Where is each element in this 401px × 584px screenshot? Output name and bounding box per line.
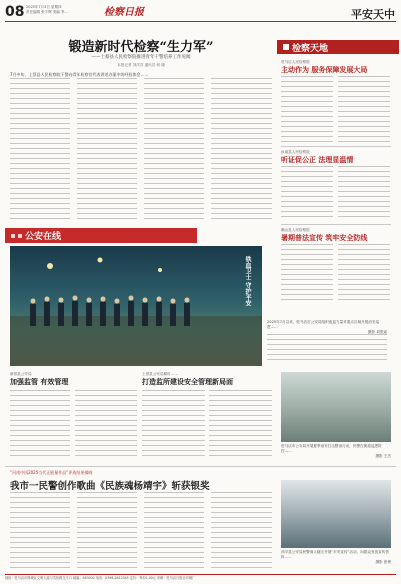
police-formation-illustration [10, 246, 262, 366]
kicker-bar [277, 40, 399, 54]
photo-vertical-title: 铁血卫士 守护平安 [244, 256, 251, 307]
right-article-1-col-a [281, 76, 333, 142]
right-article-1-col-b [338, 76, 390, 142]
bottom-left-column-1 [10, 390, 70, 456]
main-photo-caption-lines [267, 334, 387, 360]
right-article-3-org: 确山县人民检察院 [281, 228, 310, 232]
square-icon [18, 234, 22, 238]
lead-column-1 [10, 78, 70, 222]
right-article-2-org: 汝南县人民检察院 [281, 150, 310, 154]
right-article-3-col-b [338, 244, 390, 300]
lead-subhead: ——上蔡县人民检察院推进青年干警培养工作见闻 [91, 55, 191, 60]
section-title: 平安天中 [351, 8, 395, 21]
right-photo-1-credit: 摄影 王杰 [375, 453, 391, 458]
right-photo-1-caption: 驻马店市公安局开展夏季治安打击整治行动，民警在街道巡逻防控…… [281, 444, 382, 453]
right-article-2 [281, 150, 391, 165]
right-photo-2 [281, 480, 391, 548]
footer-rule [5, 574, 396, 575]
right-photo-2-credit: 摄影 张博 [375, 559, 391, 564]
newspaper-logo: 检察日报 [104, 7, 144, 18]
right-article-3-headline: 暑期普法宣传 筑牢安全防线 [281, 233, 368, 242]
issue-date: 2025年7月3日 星期四 [26, 5, 62, 9]
square-icon [11, 234, 15, 238]
lead-headline: 锻造新时代检察“生力军” [68, 40, 214, 55]
feature-column-1 [10, 492, 70, 570]
bottom-mid-headline: 打造监所建设安全管理新局面 [142, 377, 233, 386]
right-photo-2-caption-block [281, 550, 391, 564]
right-article-3 [281, 228, 391, 243]
main-photo-caption: 2025年7月以来，驻马店市公安局组织夜巡力量对重点区域开展治安巡逻…… [267, 320, 380, 329]
divider [281, 146, 391, 147]
divider [5, 466, 396, 467]
public-online-title: 公安在线 [25, 232, 62, 242]
right-photo-1-caption-block [281, 444, 391, 458]
right-article-2-col-b [338, 166, 390, 220]
right-article-1-headline: 主动作为 服务保障发展大局 [281, 65, 368, 74]
lead-column-3 [144, 78, 204, 222]
main-photo [10, 246, 262, 366]
bottom-mid-column-2 [209, 390, 272, 456]
right-photo-1 [281, 372, 391, 442]
lead-column-2 [77, 78, 137, 222]
right-article-2-col-a [281, 166, 333, 220]
bottom-left-org: 新蔡县公安局 [10, 372, 32, 376]
lead-column-4 [211, 78, 272, 222]
feature-article [10, 470, 272, 492]
kicker-bar-title: 检察天地 [292, 43, 329, 54]
feature-column-2 [77, 492, 137, 570]
bottom-left-column-2 [75, 390, 137, 456]
issue-meta [26, 5, 68, 14]
right-article-3-col-a [281, 244, 333, 300]
footer-info: 地址：驻马店市驿城区文明大道与雪松路交叉口 邮编：463000 电话：0396-2612345 定价：每份1.00元 印刷：驻马店日报社印刷厂 [5, 576, 196, 580]
right-article-1-org: 驻马店人民检察院 [281, 60, 310, 64]
main-photo-caption-block [267, 320, 387, 334]
divider [281, 224, 391, 225]
bottom-mid-article [142, 372, 272, 387]
public-online-bar [5, 228, 197, 243]
issue-editor: 责任编辑 张宇辉 美编 李… [26, 9, 68, 14]
header-rule [5, 21, 396, 22]
feature-kicker: “河南中国2025当代正能量作品”评选结果揭晓 [10, 470, 93, 475]
bottom-left-article [10, 372, 70, 387]
bottom-left-headline: 加强监管 有效管理 [10, 377, 69, 386]
right-article-2-headline: 听证促公正 法理显温情 [281, 155, 354, 164]
feature-column-3 [144, 492, 204, 570]
bottom-mid-column-1 [142, 390, 205, 456]
bottom-mid-kicker: 上蔡县公安局紧盯…… [142, 372, 178, 376]
feature-column-4 [211, 492, 272, 570]
lead-lede: 7月中旬，上蔡县人民检察院干警向青年检察官代表讲述办案中的经验体会…… [10, 72, 149, 77]
feature-headline: 我市一民警创作歌曲《民族魂杨靖宇》斩获银奖 [10, 481, 210, 492]
right-photo-2-caption: 西平县公安局民警深入辖区开展“平安宣传”活动，向群众发放宣传资料…… [281, 550, 389, 559]
right-article-1 [281, 60, 391, 75]
main-photo-credit: 摄影 刘思遥 [367, 329, 387, 334]
lead-byline: 本报记者 刘洋洋 通讯员 何 晓 [117, 63, 165, 67]
page-number: 08 [5, 4, 25, 20]
square-icon [283, 44, 289, 50]
